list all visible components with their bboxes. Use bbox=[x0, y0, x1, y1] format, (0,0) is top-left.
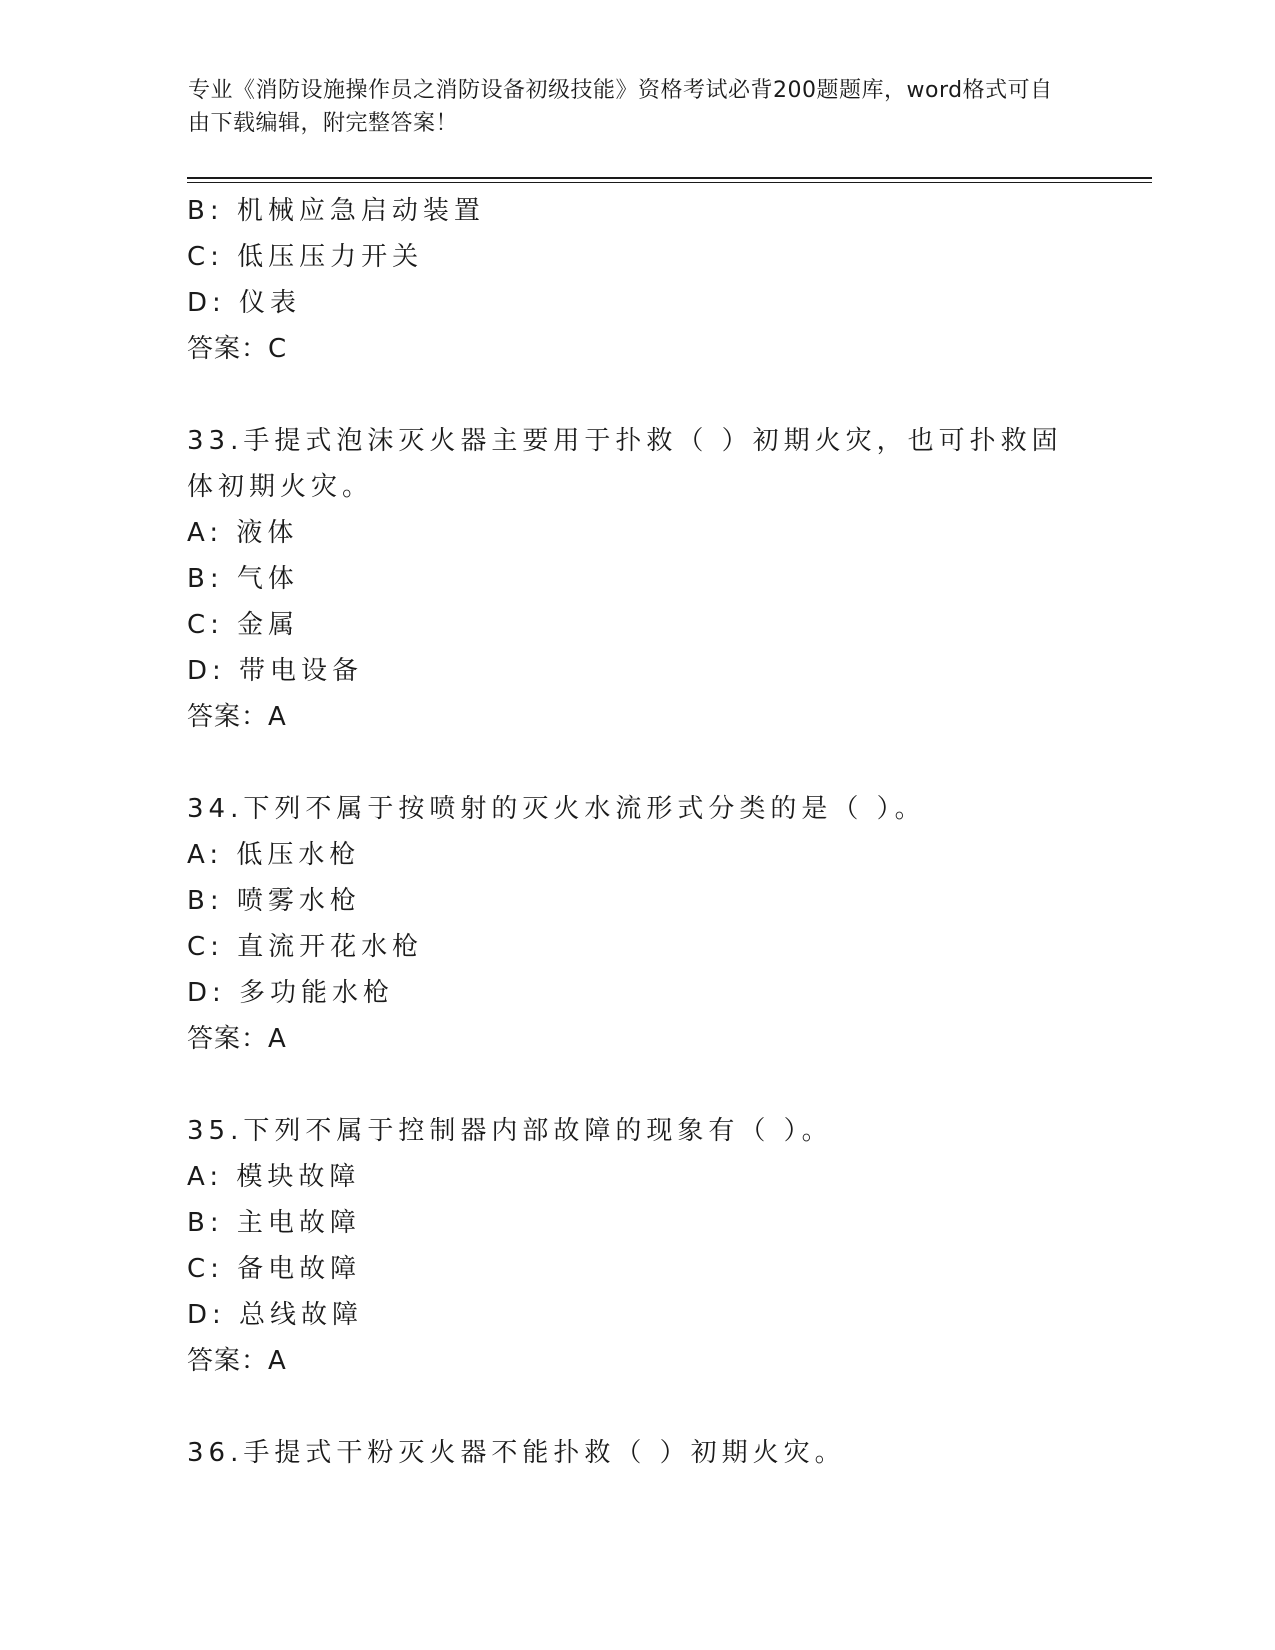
header-rule-thin bbox=[187, 182, 1152, 183]
question-content bbox=[187, 188, 1087, 1476]
question-34 bbox=[187, 786, 1087, 1062]
option-a: A: 模块故障 bbox=[187, 1162, 361, 1192]
question-stem: 33.手提式泡沫灭火器主要用于扑救（ ）初期火灾，也可扑救固体初期火灾。 bbox=[187, 426, 1063, 502]
option-b: B: 主电故障 bbox=[187, 1208, 361, 1238]
option-d: D: 带电设备 bbox=[187, 656, 364, 686]
option-b: B: 机械应急启动装置 bbox=[187, 196, 485, 226]
question-stem: 34.下列不属于按喷射的灭火水流形式分类的是（ ）。 bbox=[187, 794, 926, 824]
answer-line: 答案：A bbox=[187, 1024, 287, 1054]
option-c: C: 金属 bbox=[187, 610, 300, 640]
option-a: A: 低压水枪 bbox=[187, 840, 361, 870]
question-35 bbox=[187, 1108, 1087, 1384]
header-rule-thick bbox=[187, 177, 1152, 179]
option-c: C: 直流开花水枪 bbox=[187, 932, 424, 962]
option-b: B: 气体 bbox=[187, 564, 299, 594]
option-c: C: 备电故障 bbox=[187, 1254, 362, 1284]
option-c: C: 低压压力开关 bbox=[187, 242, 424, 272]
question-33 bbox=[187, 418, 1087, 740]
option-a: A: 液体 bbox=[187, 518, 299, 548]
previous-question-tail bbox=[187, 188, 1087, 372]
option-d: D: 总线故障 bbox=[187, 1300, 364, 1330]
page-header: 专业《消防设施操作员之消防设备初级技能》资格考试必背200题题库，word格式可自由下载编辑，附完整答案！ bbox=[188, 78, 1053, 136]
answer-line: 答案：A bbox=[187, 702, 287, 732]
question-36 bbox=[187, 1430, 1087, 1476]
answer-line: 答案：A bbox=[187, 1346, 287, 1376]
question-stem: 36.手提式干粉灭火器不能扑救（ ）初期火灾。 bbox=[187, 1438, 846, 1468]
option-d: D: 多功能水枪 bbox=[187, 978, 395, 1008]
answer-line: 答案：C bbox=[187, 334, 288, 364]
option-b: B: 喷雾水枪 bbox=[187, 886, 361, 916]
question-stem: 35.下列不属于控制器内部故障的现象有（ ）。 bbox=[187, 1116, 833, 1146]
option-d: D: 仪表 bbox=[187, 288, 302, 318]
